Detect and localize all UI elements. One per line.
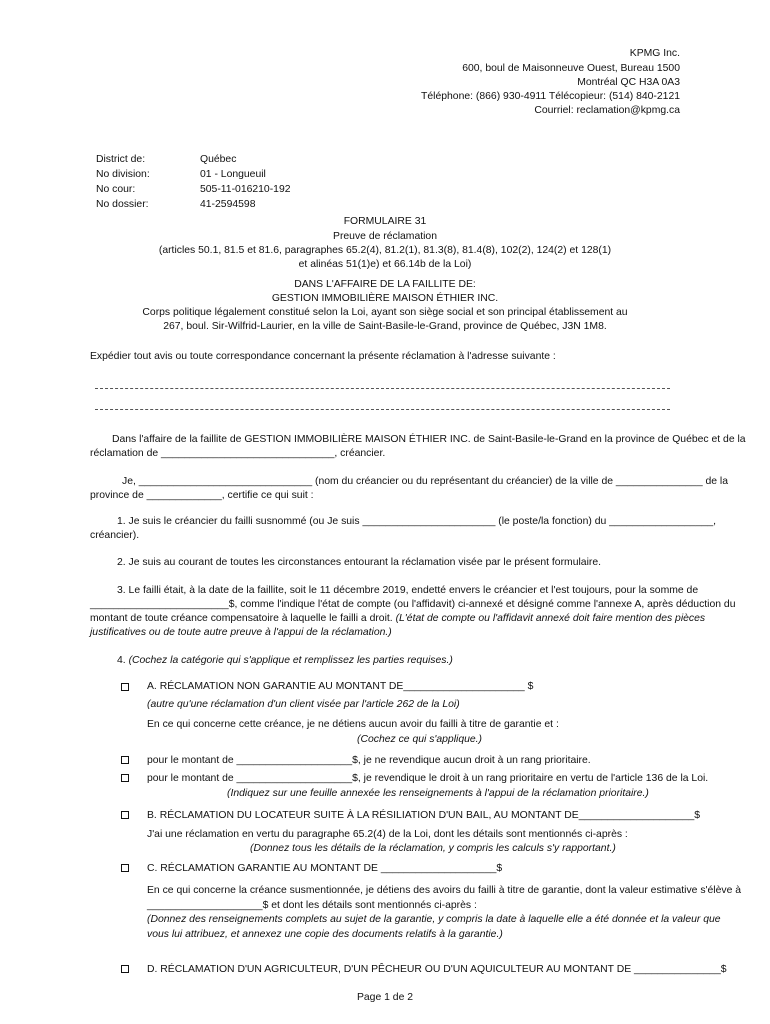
je-line-2: province de _____________, certifie ce qui suit : — [90, 490, 314, 501]
division-value: 01 - Longueuil — [200, 169, 266, 180]
option-d-checkbox[interactable] — [121, 965, 129, 973]
option-b-checkbox[interactable] — [121, 811, 129, 819]
intro-line-2: réclamation de ______________________________, créancier. — [90, 448, 386, 459]
option-d-title: D. RÉCLAMATION D'UN AGRICULTEUR, D'UN PÊCHEUR OU D'UN AQUICULTEUR AU MONTANT DE _______________$ — [147, 964, 727, 975]
file-label: No dossier: — [96, 199, 149, 210]
company-email: Courriel: reclamation@kpmg.ca — [534, 105, 680, 116]
address-blank-line-1 — [95, 388, 670, 389]
para-3-line-2: ________________________$, comme l'indique l'état de compte (ou l'affidavit) ci-annexé et désigné comme l'annexe A, après déduction du — [90, 599, 736, 610]
para-3-line-1: 3. Le failli était, à la date de la faillite, soit le 11 décembre 2019, endetté envers le créancier et l'est toujours, pour la somme de — [117, 585, 699, 596]
option-b-text: J'ai une réclamation en vertu du paragraphe 65.2(4) de la Loi, dont les détails sont mentionnés ci-après : — [147, 829, 628, 840]
para-3-line-3 — [90, 613, 705, 624]
option-c-title: C. RÉCLAMATION GARANTIE AU MONTANT DE ____________________$ — [147, 863, 503, 874]
page-number: Page 1 de 2 — [356, 992, 414, 1003]
para-1-line-2: créancier). — [90, 530, 140, 541]
para-3-line-3-text: montant de toute créance compensatoire à laquelle le failli a droit. — [90, 613, 396, 624]
district-label: District de: — [96, 154, 146, 165]
debtor-description-2: 267, boul. Sir-Wilfrid-Laurier, en la ville de Saint-Basile-le-Grand, province de Québec, J3N 1M8. — [163, 321, 607, 332]
je-line-1: Je, ______________________________ (nom du créancier ou du représentant du créancier) de la ville de _______________ de la — [122, 476, 729, 487]
option-a-check-instruction: (Cochez ce qui s'applique.) — [357, 734, 483, 745]
option-c-note-1: (Donnez des renseignements complets au sujet de la garantie, y compris la date à laquelle elle a été donnée et la valeur que — [147, 914, 721, 925]
option-b-title: B. RÉCLAMATION DU LOCATEUR SUITE À LA RÉSILIATION D'UN BAIL, AU MONTANT DE____________________$ — [147, 810, 701, 821]
option-a2-checkbox[interactable] — [121, 774, 129, 782]
address-blank-line-2 — [95, 409, 670, 410]
debtor-name: GESTION IMMOBILIÈRE MAISON ÉTHIER INC. — [271, 293, 499, 304]
debtor-description-1: Corps politique légalement constitué selon la Loi, ayant son siège social et son principal établissement au — [142, 307, 628, 318]
para-1-line-1: 1. Je suis le créancier du failli susnommé (ou Je suis _______________________ (le poste/la fonction) du __________________, — [117, 516, 717, 527]
company-phone-fax: Téléphone: (866) 930-4911 Télécopieur: (514) 840-2121 — [421, 91, 680, 102]
para-4-number: 4. — [117, 655, 129, 666]
para-3-line-4-note: justificatives ou de toute autre preuve à l'appui de la réclamation.) — [90, 627, 392, 638]
para-3-line-3-note: (L'état de compte ou l'affidavit annexé doit faire mention des pièces — [395, 613, 706, 624]
option-a1-text: pour le montant de ____________________$, je ne revendique aucun droit à un rang prioritaire. — [147, 755, 591, 766]
form-title: FORMULAIRE 31 — [343, 216, 427, 227]
division-label: No division: — [96, 169, 150, 180]
intro-line-1: Dans l'affaire de la faillite de GESTION IMMOBILIÈRE MAISON ÉTHIER INC. de Saint-Basile-le-Grand en la province de Québec et de la — [112, 434, 746, 445]
option-c-text-2: ____________________$ et dont les détails sont mentionnés ci-après : — [147, 900, 477, 911]
company-address-2: Montréal QC H3A 0A3 — [577, 77, 680, 88]
para-4 — [117, 655, 453, 666]
matter-heading: DANS L'AFFAIRE DE LA FAILLITE DE: — [294, 279, 476, 290]
option-a1-checkbox[interactable] — [121, 756, 129, 764]
form-subtitle: Preuve de réclamation — [333, 231, 437, 242]
option-c-note-2: vous lui attribuez, et annexez une copie des documents relatifs à la garantie.) — [147, 929, 503, 940]
company-address-1: 600, boul de Maisonneuve Ouest, Bureau 1500 — [462, 63, 680, 74]
company-name: KPMG Inc. — [629, 48, 680, 59]
court-value: 505-11-016210-192 — [200, 184, 291, 195]
district-value: Québec — [200, 154, 237, 165]
option-a2-note: (Indiquez sur une feuille annexée les renseignements à l'appui de la réclamation prioritaire.) — [227, 788, 649, 799]
court-label: No cour: — [96, 184, 136, 195]
option-a-title: A. RÉCLAMATION NON GARANTIE AU MONTANT DE_____________________ $ — [147, 681, 534, 692]
file-value: 41-2594598 — [200, 199, 256, 210]
option-c-checkbox[interactable] — [121, 864, 129, 872]
form-articles-1: (articles 50.1, 81.5 et 81.6, paragraphes 65.2(4), 81.2(1), 81.3(8), 81.4(8), 102(2), 124(2) et 128(1) — [158, 245, 612, 256]
option-a-text: En ce qui concerne cette créance, je ne détiens aucun avoir du failli à titre de garantie et : — [147, 719, 559, 730]
option-b-note: (Donnez tous les détails de la réclamation, y compris les calculs s'y rapportant.) — [250, 843, 616, 854]
para-2: 2. Je suis au courant de toutes les circonstances entourant la réclamation visée par le présent formulaire. — [117, 557, 601, 568]
para-4-instruction: (Cochez la catégorie qui s'applique et remplissez les parties requises.) — [128, 655, 453, 666]
option-a2-text: pour le montant de ____________________$, je revendique le droit à un rang prioritaire en vertu de l'article 136 de la Loi. — [147, 773, 709, 784]
option-a-note: (autre qu'une réclamation d'un client visée par l'article 262 de la Loi) — [147, 699, 460, 710]
option-a-checkbox[interactable] — [121, 683, 129, 691]
send-notice-text: Expédier tout avis ou toute correspondance concernant la présente réclamation à l'adresse suivante : — [90, 351, 556, 362]
form-articles-2: et alinéas 51(1)e) et 66.14b de la Loi) — [298, 259, 472, 270]
option-c-text-1: En ce qui concerne la créance susmentionnée, je détiens des avoirs du failli à titre de garantie, dont la valeur estimative s'élève à — [147, 885, 742, 896]
